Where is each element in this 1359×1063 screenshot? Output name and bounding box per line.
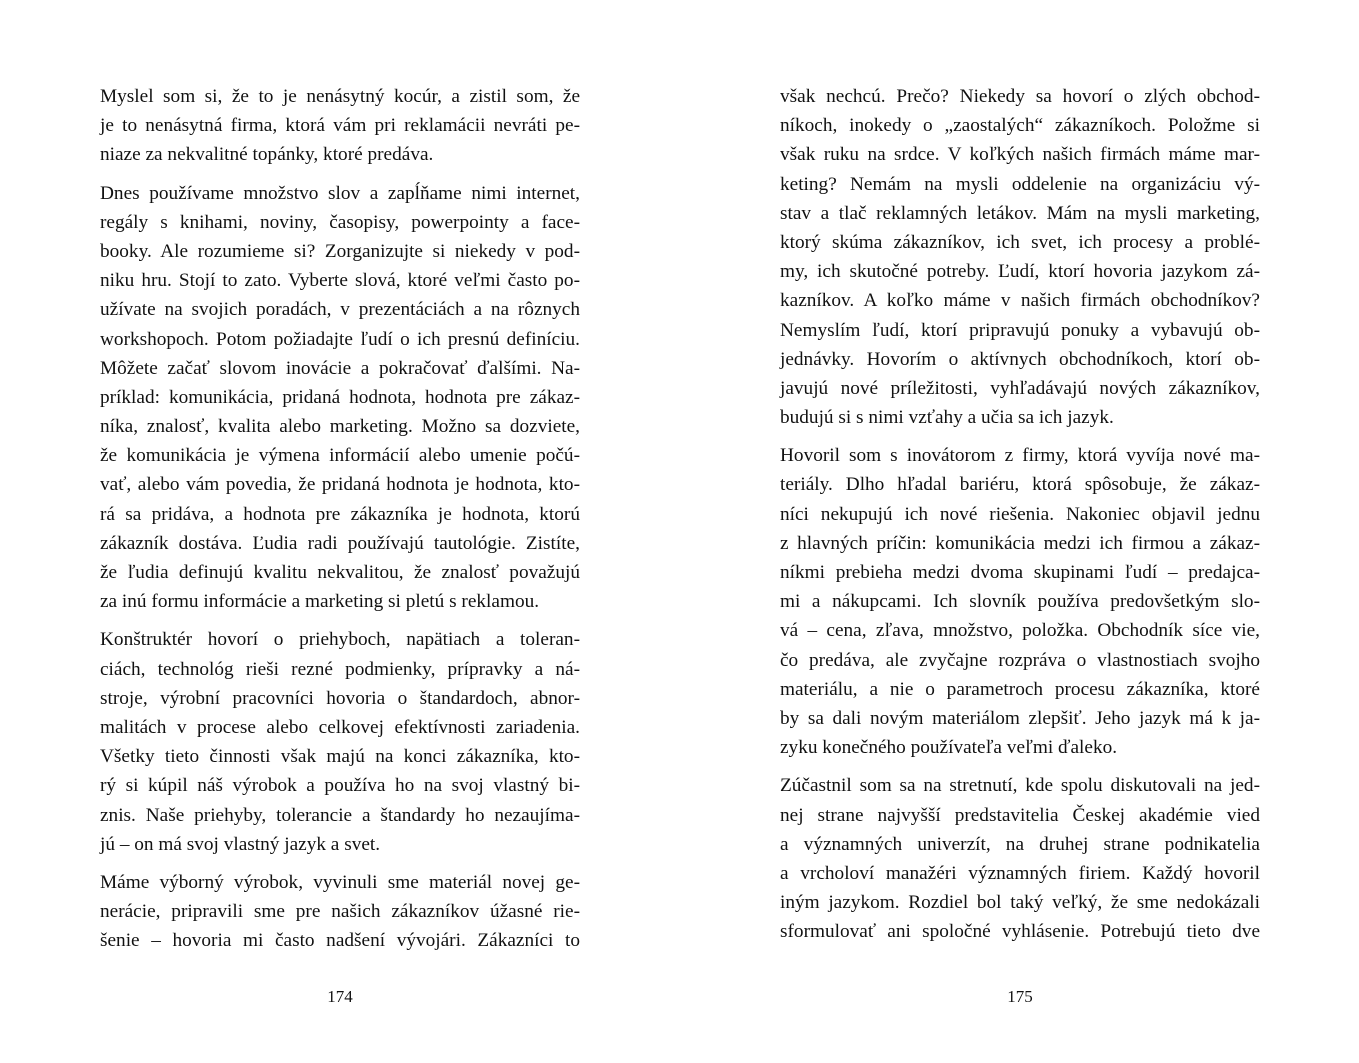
text-line: vať, alebo vám povedia, že pridaná hodnota je hodnota, kto-	[100, 474, 580, 496]
text-line: my, ich skutočné potreby. Ľudí, ktorí hovoria jazykom zá-	[780, 261, 1260, 283]
paragraph	[780, 82, 1260, 432]
paragraph-gap	[100, 616, 580, 625]
text-line: čo predáva, ale zvyčajne rozpráva o vlastnostiach svojho	[780, 649, 1260, 671]
text-line: javujú nové príležitosti, vyhľadávajú nových zákazníkov,	[780, 377, 1260, 399]
text-line: že komunikácia je výmena informácií alebo umenie počú-	[100, 445, 580, 467]
paragraph	[780, 441, 1260, 762]
text-line: kazníkov. A koľko máme v našich firmách obchodníkov?	[780, 290, 1260, 312]
text-line: sformulovať ani spoločné vyhlásenie. Potrebujú tieto dve	[780, 921, 1260, 943]
text-line: níka, znalosť, kvalita alebo marketing. Možno sa dozviete,	[100, 416, 580, 438]
text-line: že ľudia definujú kvalitu nekvalitou, že znalosť považujú	[100, 562, 580, 583]
paragraph	[780, 771, 1260, 946]
text-line: nerácie, pripravili sme pre našich zákazníkov úžasné rie-	[100, 901, 580, 923]
text-line: nej strane najvyšší predstavitelia Českej akadémie vied	[780, 804, 1260, 826]
text-line: Myslel som si, že to je nenásytný kocúr, a zistil som, že	[100, 86, 580, 107]
text-line: teriály. Dlho hľadal bariéru, ktorá spôsobuje, že zákaz-	[780, 474, 1260, 496]
paragraph-gap	[780, 432, 1260, 441]
text-line: jednávky. Hovorím o aktívnych obchodníkoch, ktorí ob-	[780, 348, 1260, 370]
page-number: 175	[1007, 987, 1033, 1006]
text-line: Zúčastnil som sa na stretnutí, kde spolu diskutovali na jed-	[780, 775, 1260, 797]
right-page	[680, 0, 1359, 1063]
text-line: Konštruktér hovorí o priehyboch, napätiach a toleran-	[100, 629, 580, 651]
paragraph-gap	[100, 170, 580, 179]
text-line: zákazník dostáva. Ľudia radi používajú tautológie. Zistíte,	[100, 532, 580, 554]
text-line: zyku konečného používateľa veľmi ďaleko.	[780, 737, 1118, 759]
paragraph-gap	[100, 859, 580, 868]
text-line: jú – on má svoj vlastný jazyk a svet.	[100, 833, 381, 855]
text-line: rý si kúpil náš výrobok a používa ho na svoj vlastný bi-	[100, 775, 580, 797]
text-line: šenie – hovoria mi často nadšení vývojári. Zákazníci to	[100, 930, 580, 952]
paragraph	[100, 625, 580, 859]
text-line: niaze za nekvalitné topánky, ktoré predáva.	[100, 144, 434, 166]
text-line: níci nekupujú ich nové riešenia. Nakoniec objavil jednu	[780, 503, 1260, 525]
text-line: budujú si s nimi vzťahy a učia sa ich jazyk.	[780, 407, 1114, 429]
paragraph	[100, 179, 580, 617]
text-line: mi a nákupcami. Ich slovník používa predovšetkým slo-	[780, 591, 1260, 613]
text-line: však nechcú. Prečo? Niekedy sa hovorí o zlých obchod-	[780, 86, 1260, 107]
paragraph	[100, 82, 580, 170]
right-page-text	[780, 82, 1260, 946]
paragraph-gap	[780, 762, 1260, 771]
text-line: níkoch, inokedy o „zaostalých“ zákazníkoch. Položme si	[780, 115, 1260, 137]
text-line: však ruku na srdce. V koľkých našich firmách máme mar-	[780, 144, 1260, 166]
text-line: niku hru. Stojí to zato. Vyberte slová, ktoré veľmi často po-	[100, 270, 580, 292]
text-line: Dnes používame množstvo slov a zapĺňame nimi internet,	[100, 182, 580, 204]
text-line: stroje, výrobní pracovníci hovoria o štandardoch, abnor-	[100, 687, 580, 709]
text-line: Všetky tieto činnosti však majú na konci zákazníka, kto-	[100, 746, 580, 768]
text-line: níkmi prebieha medzi dvoma skupinami ľudí – predajca-	[780, 562, 1260, 583]
text-line: iným jazykom. Rozdiel bol taký veľký, že sme nedokázali	[780, 892, 1260, 914]
text-line: za inú formu informácie a marketing si pletú s reklamou.	[100, 591, 540, 613]
text-line: booky. Ale rozumieme si? Zorganizujte si niekedy v pod-	[100, 240, 580, 262]
text-line: materiálu, a nie o parametroch procesu zákazníka, ktoré	[780, 678, 1260, 700]
text-line: vá – cena, zľava, množstvo, položka. Obchodník síce vie,	[780, 620, 1260, 642]
text-line: a vrcholoví manažéri významných firiem. Každý hovoril	[780, 862, 1260, 884]
text-line: regály s knihami, noviny, časopisy, powerpointy a face-	[100, 211, 580, 233]
text-line: Hovoril som s inovátorom z firmy, ktorá vyvíja nové ma-	[780, 445, 1260, 467]
text-line: workshopoch. Potom požiadajte ľudí o ich presnú definíciu.	[100, 328, 580, 350]
text-line: príklad: komunikácia, pridaná hodnota, hodnota pre zákaz-	[100, 386, 580, 408]
text-line: Nemyslím ľudí, ktorí pripravujú ponuky a vybavujú ob-	[780, 319, 1260, 341]
text-line: rá sa pridáva, a hodnota pre zákazníka je hodnota, ktorú	[100, 503, 580, 525]
text-line: keting? Nemám na mysli oddelenie na organizáciu vý-	[780, 173, 1260, 195]
left-page-text	[100, 82, 580, 955]
text-line: ciách, technológ rieši rezné podmienky, prípravky a ná-	[100, 658, 580, 680]
text-line: a významných univerzít, na druhej strane podnikatelia	[780, 833, 1260, 855]
text-line: malitách v procese alebo celkovej efektívnosti zariadenia.	[100, 716, 580, 738]
page-number: 174	[327, 987, 353, 1006]
text-line: z hlavných príčin: komunikácia medzi ich firmou a zákaz-	[780, 532, 1260, 554]
text-line: by sa dali novým materiálom zlepšiť. Jeho jazyk má k ja-	[780, 707, 1260, 729]
text-line: Máme výborný výrobok, vyvinuli sme materiál novej ge-	[100, 871, 580, 893]
text-line: Môžete začať slovom inovácie a pokračovať ďalšími. Na-	[100, 357, 580, 379]
text-line: znis. Naše priehyby, tolerancie a štandardy ho nezaujíma-	[100, 804, 580, 826]
text-line: stav a tlač reklamných letákov. Mám na mysli marketing,	[780, 202, 1260, 224]
text-line: je to nenásytná firma, ktorá vám pri reklamácii nevráti pe-	[100, 115, 580, 137]
text-line: ktorý skúma zákazníkov, ich svet, ich procesy a problé-	[780, 231, 1260, 253]
paragraph	[100, 868, 580, 956]
text-line: užívate na svojich poradách, v prezentáciách a na rôznych	[100, 299, 580, 321]
